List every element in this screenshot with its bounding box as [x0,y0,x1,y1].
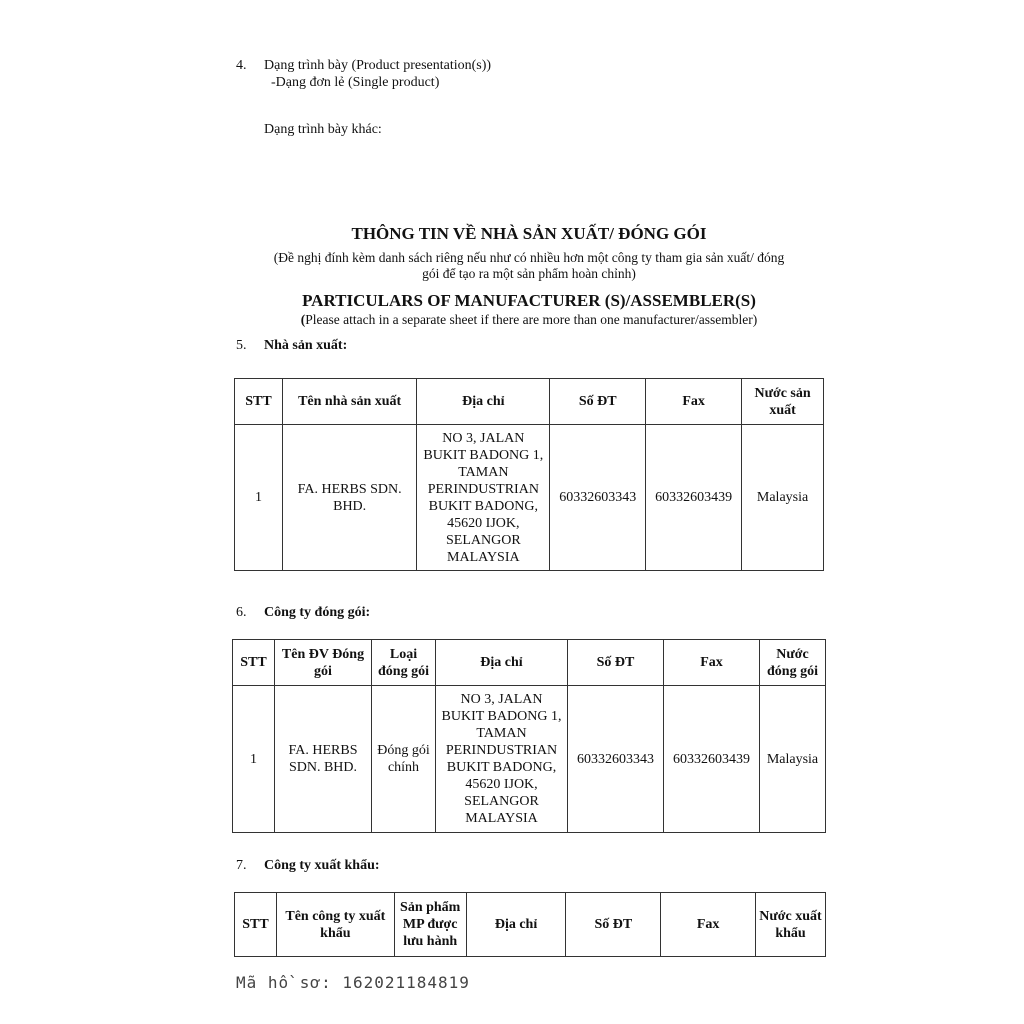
table-cell: 1 [235,425,283,571]
table-cell: 60332603343 [568,686,664,833]
table-cell: 60332603343 [550,425,646,571]
column-header: Nước xuất khẩu [756,893,826,957]
vn-note-line1: (Đề nghị đính kèm danh sách riêng nếu như có nhiều hơn một công ty tham gia sản xuất/ đóng [273,250,785,265]
column-header: Fax [664,640,760,686]
column-header: Số ĐT [566,893,661,957]
table-cell: 1 [233,686,275,833]
table-row [233,686,826,833]
table-cell: FA. HERBS SDN. BHD. [282,425,416,571]
section4-number: 4. [236,58,247,73]
column-header: Tên công ty xuất khẩu [276,893,394,957]
en-title: PARTICULARS OF MANUFACTURER (S)/ASSEMBLER(S) [302,291,756,310]
vn-title: THÔNG TIN VỀ NHÀ SẢN XUẤT/ ĐÓNG GÓI [351,224,707,243]
table-cell: Đóng gói chính [372,686,436,833]
exporter-table [234,892,826,957]
column-header: Tên nhà sản xuất [282,379,416,425]
en-note-text: Please attach in a separate sheet if there are more than one manufacturer/assembler) [305,312,758,327]
column-header: Sản phẩm MP được lưu hành [394,893,466,957]
table-cell: NO 3, JALAN BUKIT BADONG 1, TAMAN PERINDUSTRIAN BUKIT BADONG, 45620 IJOK, SELANGOR MALAYSIA [417,425,550,571]
table-cell: 60332603439 [664,686,760,833]
section5-number: 5. [236,338,247,353]
en-note-paren: ( [300,312,306,327]
table-header-row [233,640,826,686]
column-header: Loại đóng gói [372,640,436,686]
column-header: Nước sản xuất [742,379,824,425]
column-header: Nước đóng gói [760,640,826,686]
section7-number: 7. [236,858,247,873]
section7-title: Công ty xuất khẩu: [264,858,380,873]
column-header: STT [233,640,275,686]
column-header: Số ĐT [550,379,646,425]
section5-heading [236,338,347,354]
section6-number: 6. [236,605,247,620]
section6-title: Công ty đóng gói: [264,605,371,620]
section7-heading [236,858,380,874]
en-note [230,312,828,328]
column-header: STT [235,893,277,957]
dossier-code: Mã hồ sơ: 162021184819 [236,973,470,992]
section4-heading [236,58,491,74]
table-cell: Malaysia [760,686,826,833]
table-cell: FA. HERBS SDN. BHD. [275,686,372,833]
vn-note-line2: gói để tạo ra một sản phẩm hoàn chỉnh) [422,266,636,281]
section4-title: Dạng trình bày (Product presentation(s)) [264,58,492,73]
column-header: Địa chỉ [436,640,568,686]
table-header-row [235,893,826,957]
table-header-row [235,379,824,425]
table-cell: 60332603439 [646,425,742,571]
column-header: Fax [661,893,756,957]
section4-single: -Dạng đơn lẻ (Single product) [271,75,440,90]
table-cell: Malaysia [742,425,824,571]
column-header: Số ĐT [568,640,664,686]
packager-table [232,639,826,833]
column-header: Địa chỉ [417,379,550,425]
table-row [235,425,824,571]
manufacturer-table [234,378,824,571]
vn-note [230,250,828,282]
section4-other: Dạng trình bày khác: [264,122,382,137]
column-header: STT [235,379,283,425]
column-header: Fax [646,379,742,425]
table-cell: NO 3, JALAN BUKIT BADONG 1, TAMAN PERINDUSTRIAN BUKIT BADONG, 45620 IJOK, SELANGOR MALAYSIA [436,686,568,833]
column-header: Tên ĐV Đóng gói [275,640,372,686]
column-header: Địa chỉ [466,893,566,957]
section5-title: Nhà sản xuất: [264,338,348,353]
section6-heading [236,605,370,621]
